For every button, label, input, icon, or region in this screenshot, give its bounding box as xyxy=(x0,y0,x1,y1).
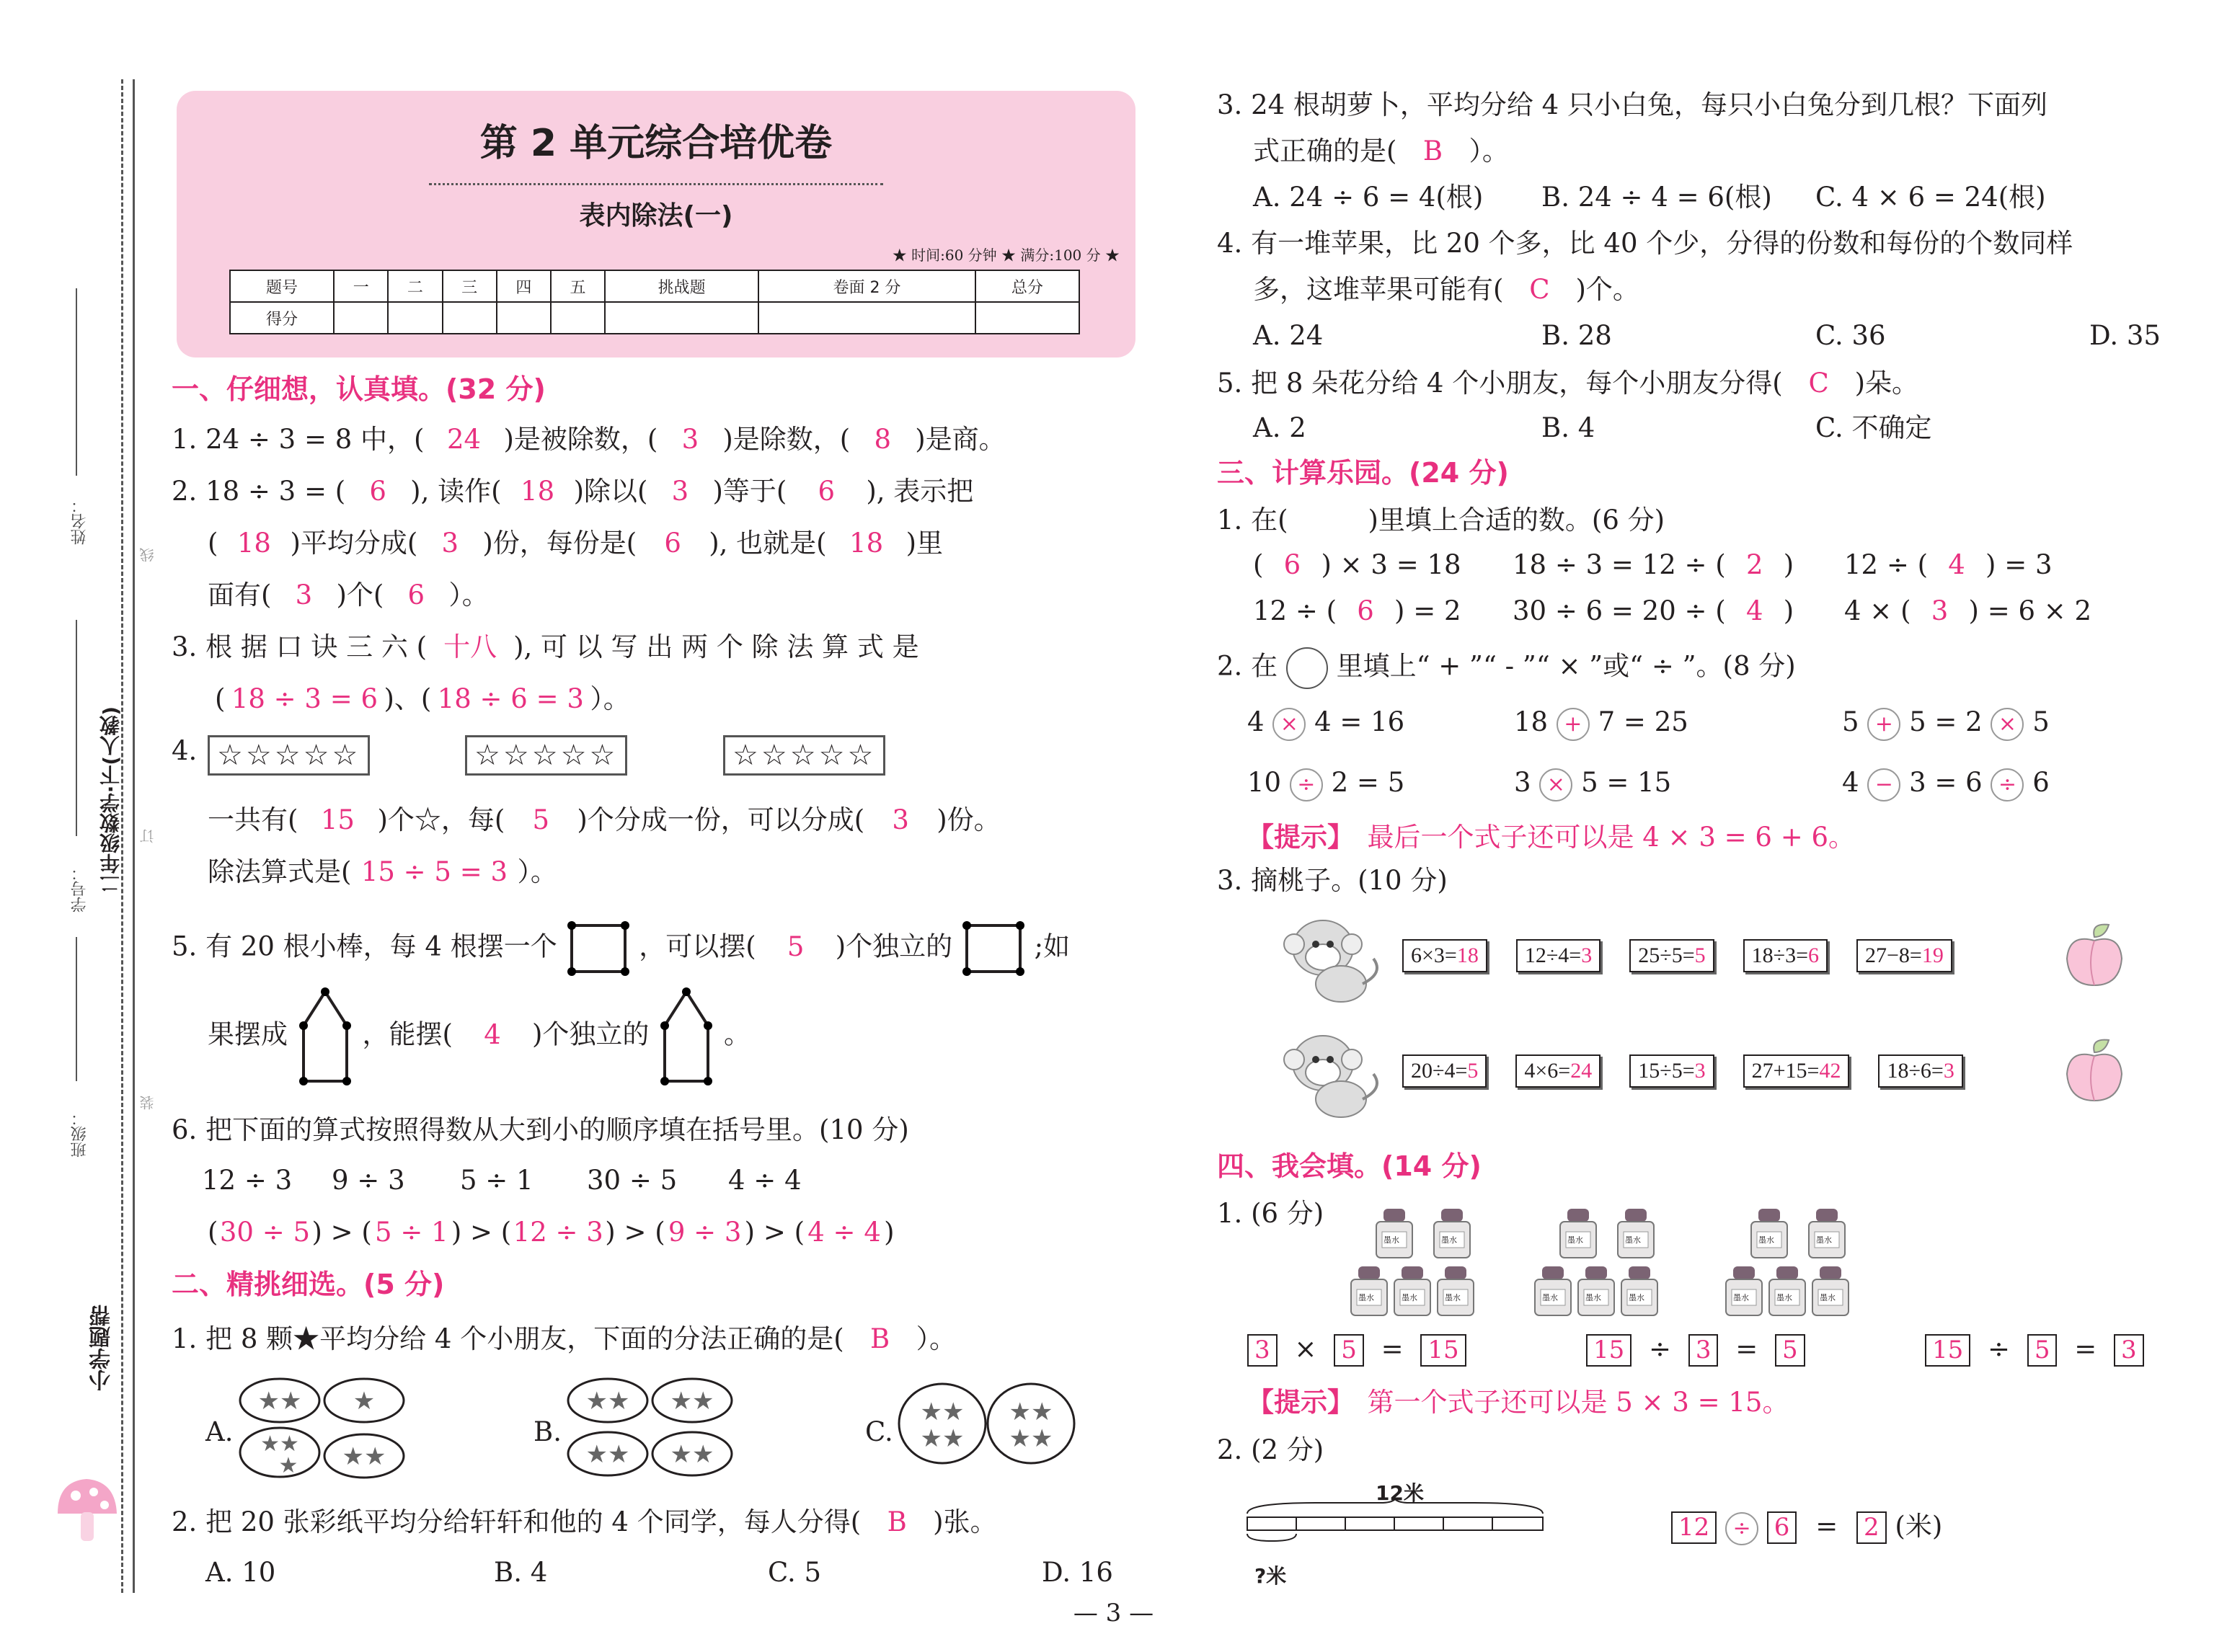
page-subtitle: 表内除法(一) xyxy=(579,201,733,231)
ink-group-3 xyxy=(1723,1196,1896,1319)
name-blank xyxy=(76,288,77,476)
mushroom-icon xyxy=(50,1470,130,1550)
s2-q1-opt-b: B. xyxy=(533,1416,562,1447)
fruit-card: 15÷5=3 xyxy=(1629,1054,1714,1088)
class-blank xyxy=(76,937,77,1081)
section-2-title: 二、精挑细选。(5 分) xyxy=(172,1269,445,1300)
grade-label: 二年级数学·下(人教) xyxy=(99,706,123,894)
s4-q1: 1. (6 分) xyxy=(1217,1198,1324,1229)
s1-q3a: 3. 根 据 口 诀 三 六 ( 十八 ), 可 以 写 出 两 个 除 法 算 式 是 xyxy=(172,631,919,662)
ink-bottle-icon xyxy=(1615,1207,1657,1259)
s2-q2-options: A. 10 B. 4 C. 5 D. 16 xyxy=(205,1557,1113,1588)
ink-group-1 xyxy=(1348,1196,1521,1319)
star-group-3: ☆☆☆☆☆ xyxy=(723,735,885,776)
s1-q6-items: 12 ÷ 3 9 ÷ 3 5 ÷ 1 30 ÷ 5 4 ÷ 4 xyxy=(202,1165,802,1196)
page-title: 第 2 单元综合培优卷 xyxy=(479,122,833,165)
score-header-cell: 题号 xyxy=(230,270,334,302)
fruit-card: 12÷4=3 xyxy=(1516,939,1600,972)
ink-bottle-icon xyxy=(1391,1265,1433,1317)
ink-label: 墨水 xyxy=(1441,1235,1457,1245)
score-table xyxy=(229,270,1080,334)
ink-bottle-icon xyxy=(1435,1265,1476,1317)
segment-diagram xyxy=(1244,1499,1546,1557)
hint-1: 【提示】 最后一个式子还可以是 4 × 3 = 6 + 6。 xyxy=(1247,822,1855,853)
s1-q2b: ( 18 )平均分成( 3 )份，每份是( 6 ), 也就是( 18 )里 xyxy=(208,528,944,559)
score-header-cell: 卷面 2 分 xyxy=(758,270,975,302)
score-input-cell[interactable] xyxy=(975,302,1079,334)
binding-margin xyxy=(0,0,156,1652)
score-header-cell: 五 xyxy=(551,270,605,302)
score-header-cell: 挑战题 xyxy=(605,270,758,302)
solid-line xyxy=(133,79,135,1593)
s3-q2-row2: 10 ÷ 2 = 5 3 × 5 = 15 4 − 3 = 6 ÷ 6 xyxy=(1247,767,2050,801)
score-header-cell: 总分 xyxy=(975,270,1079,302)
hint-2: 【提示】 第一个式子还可以是 5 × 3 = 15。 xyxy=(1247,1387,1789,1418)
id-blank xyxy=(76,620,77,836)
s1-q5b: 果摆成 ，能摆( 4 )个独立的 。 xyxy=(208,986,751,1087)
ink-bottle-icon xyxy=(1806,1207,1848,1259)
svg-text:★★: ★★ xyxy=(670,1387,714,1416)
score-input-cell[interactable] xyxy=(334,302,388,334)
fruit-card: 6×3=18 xyxy=(1402,939,1487,972)
fruit-card: 18÷3=6 xyxy=(1743,939,1828,972)
s3-q1-row2: 12 ÷ ( 6 ) = 2 30 ÷ 6 = 20 ÷ ( 4 ) 4 × ( 3 ) = 6 × 2 xyxy=(1253,595,2092,626)
section-1-title: 一、仔细想，认真填。(32 分) xyxy=(172,373,546,405)
s3-q2: 2. 在 里填上“ + ”“ - ”“ × ”或“ ÷ ”。(8 分) xyxy=(1217,647,1796,689)
fruit-card: 27−8=19 xyxy=(1856,939,1952,972)
s3-q1: 1. 在( )里填上合适的数。(6 分) xyxy=(1217,505,1665,536)
s2-q5-options: A. 2 B. 4 C. 不确定 xyxy=(1253,412,1932,443)
ink-bottle-icon xyxy=(1723,1265,1765,1317)
fruit-card: 4×6=24 xyxy=(1515,1054,1600,1088)
ink-label: 墨水 xyxy=(1820,1293,1836,1302)
svg-text:★★: ★★ xyxy=(1009,1424,1053,1453)
house-sticks-icon xyxy=(658,986,715,1087)
s2-q4-options: A. 24 B. 28 C. 36 D. 35 xyxy=(1253,320,2161,351)
monkey-icon xyxy=(1280,915,1388,1009)
fruit-card: 25÷5=5 xyxy=(1629,939,1714,972)
s2-q5: 5. 把 8 朵花分给 4 个小朋友，每个小朋友分得( C )朵。 xyxy=(1217,368,1919,399)
svg-text:★: ★ xyxy=(278,1453,298,1478)
ink-label: 墨水 xyxy=(1816,1235,1832,1245)
unknown-length-label: ?米 xyxy=(1254,1564,1287,1588)
section-4-title: 四、我会填。(14 分) xyxy=(1217,1150,1482,1182)
ink-label: 墨水 xyxy=(1542,1293,1558,1302)
star-group-2: ☆☆☆☆☆ xyxy=(465,735,627,776)
s1-q5a: 5. 有 20 根小棒，每 4 根摆一个 ，可以摆( 5 )个独立的 ;如 xyxy=(172,920,1070,977)
peach-row-1 xyxy=(1402,939,1952,972)
option-a-ovals xyxy=(238,1373,411,1481)
svg-text:★★: ★★ xyxy=(920,1398,965,1426)
ink-label: 墨水 xyxy=(1625,1235,1641,1245)
s4-q2: 2. (2 分) xyxy=(1217,1434,1324,1465)
option-c-ovals xyxy=(898,1380,1078,1467)
s1-q2a: 2. 18 ÷ 3 = ( 6 ), 读作( 18 )除以( 3 )等于( 6 ), 表示把 xyxy=(172,476,974,507)
ink-label: 墨水 xyxy=(1733,1293,1749,1302)
ink-label: 墨水 xyxy=(1629,1293,1644,1302)
s1-q6: 6. 把下面的算式按照得数从大到小的顺序填在括号里。(10 分) xyxy=(172,1114,909,1145)
fruit-card: 20÷4=5 xyxy=(1402,1054,1487,1088)
option-b-ovals xyxy=(566,1373,739,1481)
score-header-cell: 四 xyxy=(497,270,551,302)
ink-bottle-icon xyxy=(1348,1265,1390,1317)
score-input-cell[interactable] xyxy=(443,302,497,334)
score-header-cell: 二 xyxy=(388,270,442,302)
ink-bottle-icon xyxy=(1532,1265,1574,1317)
ink-label: 墨水 xyxy=(1402,1293,1417,1302)
title-divider xyxy=(429,183,883,185)
score-input-cell[interactable] xyxy=(551,302,605,334)
svg-text:★: ★ xyxy=(353,1387,376,1416)
star-group-1: ☆☆☆☆☆ xyxy=(208,735,370,776)
s2-q1-opt-a: A. xyxy=(205,1416,234,1447)
svg-text:★★: ★★ xyxy=(342,1442,386,1471)
exam-meta: ★ 时间:60 分钟 ★ 满分:100 分 ★ xyxy=(892,247,1120,264)
s2-q4b: 多，这堆苹果可能有( C )个。 xyxy=(1253,274,1639,305)
s3-q3: 3. 摘桃子。(10 分) xyxy=(1217,865,1448,896)
score-header-cell: 一 xyxy=(334,270,388,302)
ink-label: 墨水 xyxy=(1585,1293,1601,1302)
s1-q4b: 除法算式是( 15 ÷ 5 = 3 ）。 xyxy=(208,856,557,887)
ink-group-2 xyxy=(1532,1196,1712,1319)
s1-q4a: 一共有( 15 )个☆，每( 5 )个分成一份，可以分成( 3 )份。 xyxy=(208,804,1001,835)
s2-q1-opt-c: C. xyxy=(865,1416,893,1447)
ink-bottle-icon xyxy=(1575,1265,1617,1317)
ink-bottle-icon xyxy=(1766,1265,1808,1317)
ink-label: 墨水 xyxy=(1776,1293,1792,1302)
s2-q1: 1. 把 8 颗★平均分给 4 个小朋友，下面的分法正确的是( B ）。 xyxy=(172,1323,957,1354)
s2-q3-options: A. 24 ÷ 6 = 4(根) B. 24 ÷ 4 = 6(根) C. 4 × 6 = 24(根) xyxy=(1253,182,2046,213)
s1-q3b: ( 18 ÷ 3 = 6 )、( 18 ÷ 6 = 3 ）。 xyxy=(215,683,630,714)
s3-q1-row1: ( 6 ) × 3 = 18 18 ÷ 3 = 12 ÷ ( 2 ) 12 ÷ ( 4 ) = 3 xyxy=(1253,549,2053,580)
score-row-label: 得分 xyxy=(230,302,334,334)
class-label: 班级： xyxy=(71,1110,89,1158)
fruit-card: 18÷6=3 xyxy=(1878,1054,1962,1088)
s4-q2-equation: 12 ÷ 6 = 2 (米) xyxy=(1671,1511,1942,1545)
fruit-card: 27+15=42 xyxy=(1743,1054,1850,1088)
s1-q4-label: 4. xyxy=(172,735,198,766)
score-header-cell: 三 xyxy=(443,270,497,302)
svg-text:★★: ★★ xyxy=(585,1387,630,1416)
house-sticks-icon xyxy=(296,986,354,1087)
ink-label: 墨水 xyxy=(1358,1293,1374,1302)
peach-icon xyxy=(2058,1034,2130,1106)
svg-text:★★: ★★ xyxy=(585,1440,630,1469)
student-id-label: 学号： xyxy=(71,865,89,912)
ink-label: 墨水 xyxy=(1383,1235,1399,1245)
s2-q3b: 式正确的是( B ）。 xyxy=(1253,136,1509,166)
dot-label-1: 线 xyxy=(139,548,156,562)
s1-q1: 1. 24 ÷ 3 = 8 中，( 24 )是被除数，( 3 )是除数，( 8 )是商。 xyxy=(172,424,1006,455)
s2-q2: 2. 把 20 张彩纸平均分给轩轩和他的 4 个同学，每人分得( B )张。 xyxy=(172,1506,997,1537)
ink-bottle-icon xyxy=(1810,1265,1851,1317)
ink-bottle-icon xyxy=(1748,1207,1790,1259)
svg-text:★★: ★★ xyxy=(257,1387,302,1416)
ink-bottle-icon xyxy=(1431,1207,1473,1259)
s2-q4a: 4. 有一堆苹果，比 20 个多，比 40 个少，分得的份数和每份的个数同样 xyxy=(1217,228,2073,259)
brand-label: 小学题帮 xyxy=(89,1305,115,1391)
square-sticks-icon xyxy=(961,920,1026,977)
peach-icon xyxy=(2058,919,2130,991)
ink-bottle-icon xyxy=(1619,1265,1660,1317)
score-input-cell[interactable] xyxy=(605,302,758,334)
score-input-cell[interactable] xyxy=(388,302,442,334)
length-label: 12米 xyxy=(1376,1481,1424,1505)
svg-text:★★: ★★ xyxy=(260,1431,299,1457)
square-sticks-icon xyxy=(566,920,631,977)
ink-bottle-icon xyxy=(1373,1207,1415,1259)
svg-text:★★: ★★ xyxy=(670,1440,714,1469)
peach-row-2 xyxy=(1402,1054,1963,1088)
s1-q6-answer: (30 ÷ 5) > ( 5 ÷ 1 ) > (12 ÷ 3) > ( 9 ÷ 3 ) > ( 4 ÷ 4 ) xyxy=(208,1217,895,1248)
s4-q1-equations: 3 × 5 = 15 15 ÷ 3 = 5 15 ÷ 5 = 3 xyxy=(1247,1333,2144,1367)
ink-label: 墨水 xyxy=(1758,1235,1774,1245)
svg-text:★★: ★★ xyxy=(1009,1398,1053,1426)
ink-label: 墨水 xyxy=(1567,1235,1583,1245)
ink-label: 墨水 xyxy=(1445,1293,1461,1302)
header-panel xyxy=(177,91,1135,358)
page-number: — 3 — xyxy=(1073,1599,1154,1627)
monkey-icon xyxy=(1280,1031,1388,1124)
ink-bottle-icon xyxy=(1557,1207,1599,1259)
score-input-cell[interactable] xyxy=(758,302,975,334)
svg-text:★★: ★★ xyxy=(920,1424,965,1453)
s2-q3a: 3. 24 根胡萝卜，平均分给 4 只小白兔，每只小白兔分到几根？下面列 xyxy=(1217,89,2047,120)
dot-label-2: 订 xyxy=(139,829,156,843)
name-label: 姓名： xyxy=(71,497,89,545)
dot-label-3: 装 xyxy=(139,1096,156,1110)
section-3-title: 三、计算乐园。(24 分) xyxy=(1217,457,1509,489)
s3-q2-row1: 4 × 4 = 16 18 + 7 = 25 5 + 5 = 2 × 5 xyxy=(1247,706,2050,741)
s1-q2c: 面有( 3 )个( 6 ）。 xyxy=(208,579,489,610)
score-input-cell[interactable] xyxy=(497,302,551,334)
